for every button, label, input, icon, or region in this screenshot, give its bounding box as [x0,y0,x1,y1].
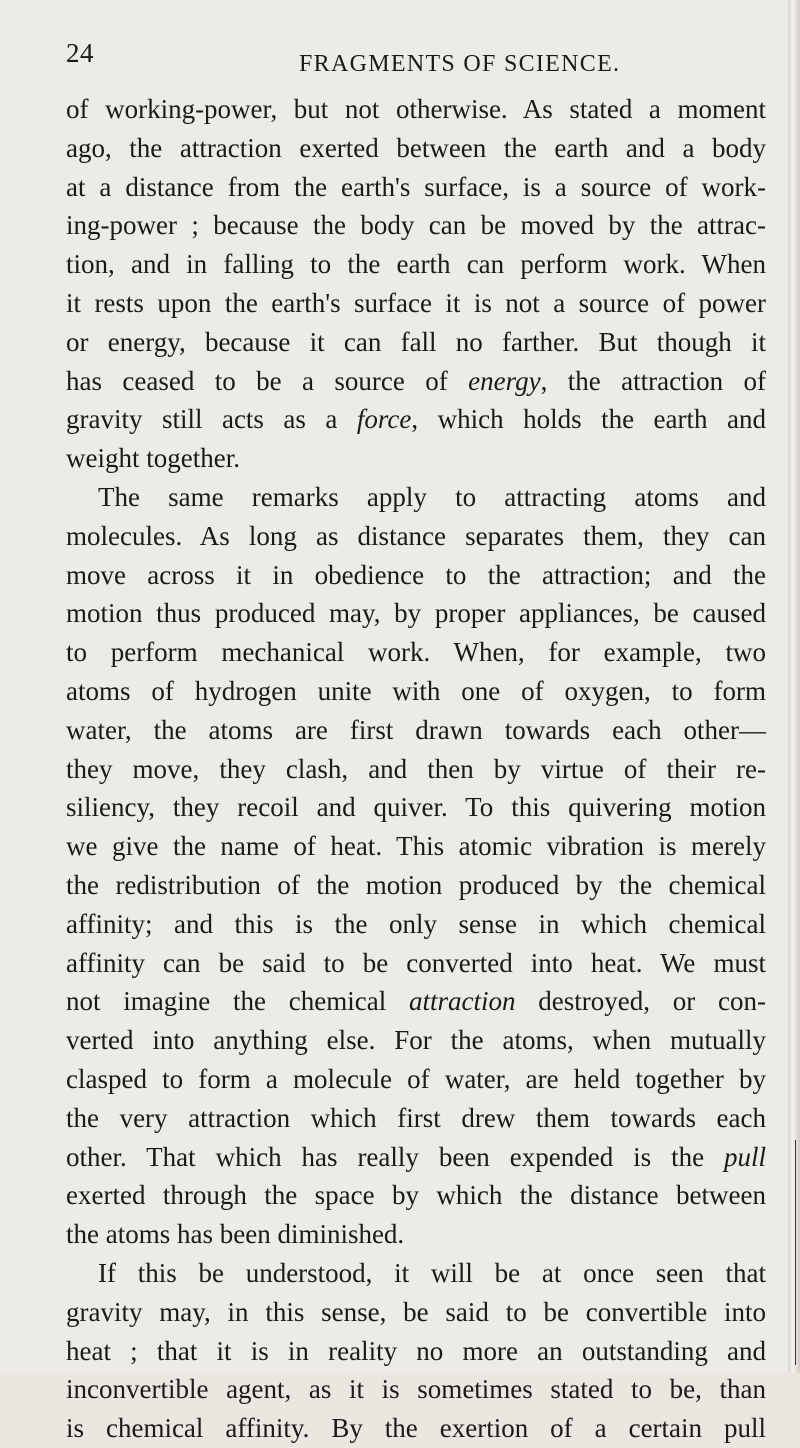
text-line: gravity may, in this sense, be said to be convertible into [66,1296,766,1327]
text-line: gravity still acts as a force, which holds the earth and [66,404,766,435]
text-line: verted into anything else. For the atoms, when mutually [66,1025,766,1056]
page-number: 24 [66,38,94,68]
text-line: we give the name of heat. This atomic vibration is merely [66,831,766,862]
text-line: the redistribution of the motion produced by the chemical [66,869,766,900]
text-line: clasped to form a molecule of water, are held together by [66,1063,766,1094]
text-line: exerted through the space by which the distance between [66,1180,766,1211]
text-line: inconvertible agent, as it is sometimes stated to be, than [66,1374,766,1405]
text-line: has ceased to be a source of energy, the attraction of [66,365,766,396]
italic-word: force [356,404,412,435]
italic-word: attraction [409,986,516,1017]
text-line: ago, the attraction exerted between the earth and a body [66,132,766,163]
page-header [60,38,760,78]
text-line: weight together. [66,443,240,474]
text-line: they move, they clash, and then by virtue of their re- [66,753,766,784]
text-line: of working-power, but not otherwise. As stated a moment [66,94,766,124]
text-line: not imagine the chemical attraction destroyed, or con- [66,986,767,1017]
text-line: molecules. As long as distance separates them, they can [66,520,766,551]
text-line: heat ; that it is in reality no more an outstanding and [66,1335,766,1366]
text-line: is chemical affinity. By the exertion of a certain pull [66,1413,766,1444]
body-text [66,90,766,1448]
text-line: other. That which has really been expended is the pull [66,1141,766,1172]
text-line: to perform mechanical work. When, for example, two [66,637,766,668]
text-line: at a distance from the earth's surface, is a source of work- [66,171,766,202]
italic-word: pull [723,1141,766,1172]
running-title: FRAGMENTS OF SCIENCE. [299,51,621,77]
text-line: motion thus produced may, by proper appliances, be caused [66,598,766,629]
text-line: the atoms has been diminished. [66,1219,405,1250]
text-line: it rests upon the earth's surface it is not a source of power [66,287,766,318]
text-line: move across it in obedience to the attraction; and the [66,559,766,590]
text-line: ing-power ; because the body can be moved by the attrac- [66,210,766,241]
text-line: affinity can be said to be converted into heat. We must [66,947,766,978]
text-line: or energy, because it can fall no farther. But though it [66,326,766,357]
text-line: siliency, they recoil and quiver. To this quivering motion [66,792,766,823]
italic-word: energy [468,365,541,396]
text-line: the very attraction which first drew them towards each [66,1102,766,1133]
text-line: If this be understood, it will be at once seen that [98,1257,766,1288]
text-line: atoms of hydrogen unite with one of oxygen, to form [66,675,766,706]
text-line: affinity; and this is the only sense in which chemical [66,908,766,939]
text-line: The same remarks apply to attracting atoms and [98,481,766,512]
text-line: tion, and in falling to the earth can perform work. When [66,249,766,280]
text-line: water, the atoms are first drawn towards each other— [66,714,766,745]
page-edge-line [795,1140,796,1365]
page-edge [788,0,800,1373]
